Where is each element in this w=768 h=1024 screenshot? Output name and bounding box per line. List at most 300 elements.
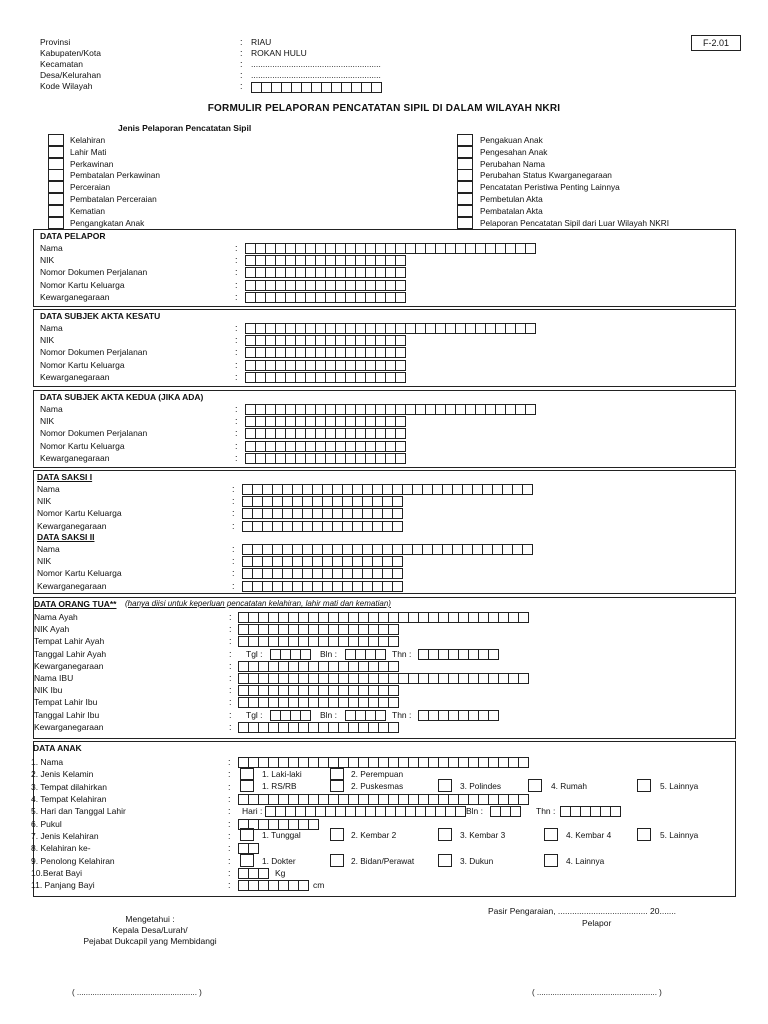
char-box[interactable] [286, 255, 296, 266]
char-box[interactable] [449, 612, 459, 623]
char-box[interactable] [249, 757, 259, 768]
char-box[interactable] [369, 612, 379, 623]
char-box[interactable] [393, 521, 403, 532]
char-box[interactable] [319, 673, 329, 684]
char-box[interactable] [449, 649, 459, 660]
char-box[interactable] [489, 757, 499, 768]
char-box[interactable] [406, 323, 416, 334]
char-box[interactable] [376, 267, 386, 278]
char-box[interactable] [379, 673, 389, 684]
signature-line-right[interactable]: ( ...................................................... ) [532, 988, 662, 997]
char-box[interactable] [256, 323, 266, 334]
char-box[interactable] [313, 496, 323, 507]
char-box[interactable] [503, 544, 513, 555]
char-box[interactable] [286, 441, 296, 452]
char-box[interactable] [369, 673, 379, 684]
char-box[interactable] [526, 243, 536, 254]
char-box[interactable] [393, 508, 403, 519]
char-box[interactable] [416, 323, 426, 334]
char-box[interactable] [256, 441, 266, 452]
char-box[interactable] [309, 673, 319, 684]
char-box[interactable] [313, 581, 323, 592]
char-box[interactable] [526, 323, 536, 334]
char-box[interactable] [383, 484, 393, 495]
checkbox[interactable] [330, 828, 344, 841]
char-box[interactable] [386, 404, 396, 415]
char-box[interactable] [306, 323, 316, 334]
char-box[interactable] [353, 556, 363, 567]
char-box[interactable] [316, 428, 326, 439]
char-box[interactable] [389, 697, 399, 708]
char-box[interactable] [326, 453, 336, 464]
char-box[interactable] [353, 521, 363, 532]
char-box[interactable] [273, 544, 283, 555]
char-box[interactable] [366, 335, 376, 346]
char-box[interactable] [459, 673, 469, 684]
char-box[interactable] [343, 581, 353, 592]
char-box[interactable] [459, 649, 469, 660]
char-box[interactable] [253, 581, 263, 592]
checkbox[interactable] [330, 779, 344, 792]
char-box[interactable] [399, 794, 409, 805]
char-box[interactable] [386, 292, 396, 303]
char-box[interactable] [346, 280, 356, 291]
char-box[interactable] [396, 243, 406, 254]
char-box[interactable] [376, 453, 386, 464]
char-box[interactable] [393, 568, 403, 579]
char-box[interactable] [276, 323, 286, 334]
char-box[interactable] [366, 710, 376, 721]
char-box[interactable] [329, 624, 339, 635]
char-box[interactable] [346, 806, 356, 817]
char-box[interactable] [249, 722, 259, 733]
char-box[interactable] [326, 335, 336, 346]
char-box[interactable] [296, 360, 306, 371]
char-box[interactable] [243, 508, 253, 519]
char-box[interactable] [396, 441, 406, 452]
char-box[interactable] [459, 794, 469, 805]
char-box[interactable] [356, 243, 366, 254]
char-box[interactable] [376, 428, 386, 439]
char-box[interactable] [246, 267, 256, 278]
char-box[interactable] [383, 581, 393, 592]
char-box[interactable] [263, 556, 273, 567]
char-box[interactable] [406, 243, 416, 254]
char-box[interactable] [256, 292, 266, 303]
input-boxes[interactable] [242, 521, 403, 532]
checkbox[interactable] [457, 169, 473, 181]
char-box[interactable] [419, 757, 429, 768]
char-box[interactable] [293, 556, 303, 567]
input-boxes[interactable] [245, 416, 406, 427]
char-box[interactable] [339, 636, 349, 647]
char-box[interactable] [243, 581, 253, 592]
char-box[interactable] [303, 496, 313, 507]
input-boxes[interactable] [245, 323, 536, 334]
char-box[interactable] [266, 372, 276, 383]
char-box[interactable] [509, 612, 519, 623]
char-box[interactable] [313, 556, 323, 567]
char-box[interactable] [369, 661, 379, 672]
char-box[interactable] [323, 544, 333, 555]
char-box[interactable] [369, 757, 379, 768]
char-box[interactable] [259, 819, 269, 830]
char-box[interactable] [316, 243, 326, 254]
char-box[interactable] [259, 685, 269, 696]
char-box[interactable] [276, 347, 286, 358]
char-box[interactable] [581, 806, 591, 817]
char-box[interactable] [379, 661, 389, 672]
char-box[interactable] [356, 428, 366, 439]
char-box[interactable] [269, 722, 279, 733]
char-box[interactable] [346, 416, 356, 427]
char-box[interactable] [266, 335, 276, 346]
char-box[interactable] [276, 243, 286, 254]
char-box[interactable] [356, 267, 366, 278]
char-box[interactable] [343, 508, 353, 519]
date-boxes[interactable] [418, 710, 499, 721]
char-box[interactable] [246, 441, 256, 452]
char-box[interactable] [276, 267, 286, 278]
char-box[interactable] [366, 404, 376, 415]
char-box[interactable] [439, 612, 449, 623]
char-box[interactable] [506, 404, 516, 415]
checkbox[interactable] [457, 217, 473, 229]
char-box[interactable] [346, 360, 356, 371]
char-box[interactable] [243, 496, 253, 507]
char-box[interactable] [499, 757, 509, 768]
char-box[interactable] [353, 568, 363, 579]
char-box[interactable] [333, 581, 343, 592]
char-box[interactable] [383, 544, 393, 555]
char-box[interactable] [276, 806, 286, 817]
char-box[interactable] [289, 697, 299, 708]
char-box[interactable] [246, 243, 256, 254]
char-box[interactable] [366, 267, 376, 278]
char-box[interactable] [301, 649, 311, 660]
input-boxes[interactable] [238, 757, 529, 768]
char-box[interactable] [409, 757, 419, 768]
char-box[interactable] [299, 685, 309, 696]
char-box[interactable] [366, 280, 376, 291]
char-box[interactable] [591, 806, 601, 817]
char-box[interactable] [326, 347, 336, 358]
char-box[interactable] [296, 806, 306, 817]
char-box[interactable] [276, 360, 286, 371]
char-box[interactable] [473, 484, 483, 495]
char-box[interactable] [343, 568, 353, 579]
char-box[interactable] [486, 323, 496, 334]
input-boxes[interactable] [245, 372, 406, 383]
char-box[interactable] [456, 404, 466, 415]
char-box[interactable] [256, 255, 266, 266]
char-box[interactable] [303, 484, 313, 495]
char-box[interactable] [349, 794, 359, 805]
char-box[interactable] [286, 267, 296, 278]
char-box[interactable] [249, 880, 259, 891]
char-box[interactable] [373, 496, 383, 507]
char-box[interactable] [376, 404, 386, 415]
char-box[interactable] [266, 267, 276, 278]
input-boxes[interactable] [245, 292, 406, 303]
char-box[interactable] [396, 347, 406, 358]
char-box[interactable] [486, 404, 496, 415]
char-box[interactable] [383, 508, 393, 519]
char-box[interactable] [309, 819, 319, 830]
char-box[interactable] [316, 335, 326, 346]
char-box[interactable] [519, 757, 529, 768]
char-box[interactable] [283, 544, 293, 555]
char-box[interactable] [511, 806, 521, 817]
kode-wilayah-boxes[interactable] [251, 82, 382, 93]
char-box[interactable] [243, 568, 253, 579]
char-box[interactable] [283, 484, 293, 495]
char-box[interactable] [239, 843, 249, 854]
char-box[interactable] [323, 496, 333, 507]
char-box[interactable] [499, 673, 509, 684]
char-box[interactable] [353, 581, 363, 592]
char-box[interactable] [326, 441, 336, 452]
char-box[interactable] [259, 794, 269, 805]
char-box[interactable] [396, 416, 406, 427]
char-box[interactable] [316, 404, 326, 415]
char-box[interactable] [429, 794, 439, 805]
char-box[interactable] [373, 521, 383, 532]
char-box[interactable] [293, 568, 303, 579]
char-box[interactable] [469, 710, 479, 721]
char-box[interactable] [386, 360, 396, 371]
char-box[interactable] [456, 243, 466, 254]
char-box[interactable] [293, 484, 303, 495]
char-box[interactable] [336, 416, 346, 427]
char-box[interactable] [466, 323, 476, 334]
char-box[interactable] [386, 441, 396, 452]
char-box[interactable] [239, 697, 249, 708]
checkbox[interactable] [240, 854, 254, 867]
char-box[interactable] [252, 82, 262, 93]
char-box[interactable] [489, 612, 499, 623]
char-box[interactable] [439, 673, 449, 684]
char-box[interactable] [339, 612, 349, 623]
char-box[interactable] [266, 347, 276, 358]
char-box[interactable] [273, 568, 283, 579]
char-box[interactable] [406, 404, 416, 415]
char-box[interactable] [491, 806, 501, 817]
checkbox[interactable] [438, 828, 452, 841]
char-box[interactable] [253, 556, 263, 567]
char-box[interactable] [561, 806, 571, 817]
char-box[interactable] [479, 794, 489, 805]
char-box[interactable] [429, 612, 439, 623]
char-box[interactable] [269, 697, 279, 708]
char-box[interactable] [296, 243, 306, 254]
char-box[interactable] [326, 255, 336, 266]
input-boxes[interactable] [265, 806, 466, 817]
char-box[interactable] [409, 794, 419, 805]
char-box[interactable] [326, 416, 336, 427]
char-box[interactable] [246, 404, 256, 415]
char-box[interactable] [279, 819, 289, 830]
char-box[interactable] [246, 360, 256, 371]
char-box[interactable] [299, 722, 309, 733]
char-box[interactable] [393, 556, 403, 567]
char-box[interactable] [399, 757, 409, 768]
char-box[interactable] [389, 673, 399, 684]
char-box[interactable] [326, 292, 336, 303]
char-box[interactable] [443, 484, 453, 495]
char-box[interactable] [376, 347, 386, 358]
char-box[interactable] [363, 496, 373, 507]
char-box[interactable] [349, 612, 359, 623]
char-box[interactable] [479, 673, 489, 684]
char-box[interactable] [269, 685, 279, 696]
char-box[interactable] [386, 323, 396, 334]
char-box[interactable] [413, 484, 423, 495]
char-box[interactable] [239, 624, 249, 635]
char-box[interactable] [263, 496, 273, 507]
checkbox[interactable] [48, 217, 64, 229]
char-box[interactable] [396, 404, 406, 415]
char-box[interactable] [346, 649, 356, 660]
char-box[interactable] [419, 673, 429, 684]
char-box[interactable] [289, 636, 299, 647]
char-box[interactable] [289, 819, 299, 830]
char-box[interactable] [366, 453, 376, 464]
char-box[interactable] [296, 453, 306, 464]
char-box[interactable] [376, 292, 386, 303]
char-box[interactable] [363, 581, 373, 592]
char-box[interactable] [469, 649, 479, 660]
char-box[interactable] [386, 267, 396, 278]
date-boxes[interactable] [490, 806, 521, 817]
char-box[interactable] [279, 757, 289, 768]
char-box[interactable] [246, 453, 256, 464]
char-box[interactable] [256, 404, 266, 415]
char-box[interactable] [386, 453, 396, 464]
char-box[interactable] [316, 441, 326, 452]
char-box[interactable] [316, 416, 326, 427]
char-box[interactable] [376, 372, 386, 383]
char-box[interactable] [489, 710, 499, 721]
char-box[interactable] [373, 484, 383, 495]
char-box[interactable] [339, 794, 349, 805]
input-boxes[interactable] [238, 868, 269, 879]
char-box[interactable] [239, 661, 249, 672]
char-box[interactable] [306, 806, 316, 817]
char-box[interactable] [386, 243, 396, 254]
char-box[interactable] [333, 544, 343, 555]
input-boxes[interactable] [245, 441, 406, 452]
char-box[interactable] [276, 292, 286, 303]
char-box[interactable] [339, 757, 349, 768]
char-box[interactable] [326, 806, 336, 817]
char-box[interactable] [429, 757, 439, 768]
char-box[interactable] [303, 581, 313, 592]
char-box[interactable] [469, 673, 479, 684]
char-box[interactable] [363, 544, 373, 555]
char-box[interactable] [269, 794, 279, 805]
char-box[interactable] [346, 428, 356, 439]
char-box[interactable] [336, 292, 346, 303]
char-box[interactable] [489, 794, 499, 805]
char-box[interactable] [259, 757, 269, 768]
char-box[interactable] [289, 757, 299, 768]
char-box[interactable] [476, 404, 486, 415]
char-box[interactable] [253, 544, 263, 555]
char-box[interactable] [326, 404, 336, 415]
char-box[interactable] [246, 347, 256, 358]
char-box[interactable] [246, 323, 256, 334]
char-box[interactable] [296, 441, 306, 452]
char-box[interactable] [386, 372, 396, 383]
char-box[interactable] [243, 521, 253, 532]
char-box[interactable] [313, 568, 323, 579]
char-box[interactable] [396, 335, 406, 346]
char-box[interactable] [306, 255, 316, 266]
input-boxes[interactable] [245, 453, 406, 464]
char-box[interactable] [443, 544, 453, 555]
char-box[interactable] [266, 441, 276, 452]
char-box[interactable] [336, 347, 346, 358]
char-box[interactable] [519, 794, 529, 805]
char-box[interactable] [336, 267, 346, 278]
char-box[interactable] [279, 624, 289, 635]
char-box[interactable] [249, 673, 259, 684]
char-box[interactable] [256, 347, 266, 358]
checkbox[interactable] [637, 779, 651, 792]
checkbox[interactable] [457, 146, 473, 158]
char-box[interactable] [269, 757, 279, 768]
char-box[interactable] [346, 441, 356, 452]
char-box[interactable] [306, 267, 316, 278]
char-box[interactable] [256, 360, 266, 371]
char-box[interactable] [289, 722, 299, 733]
char-box[interactable] [309, 624, 319, 635]
char-box[interactable] [309, 722, 319, 733]
char-box[interactable] [286, 280, 296, 291]
char-box[interactable] [286, 416, 296, 427]
char-box[interactable] [501, 806, 511, 817]
char-box[interactable] [283, 568, 293, 579]
char-box[interactable] [396, 806, 406, 817]
char-box[interactable] [273, 556, 283, 567]
char-box[interactable] [273, 508, 283, 519]
char-box[interactable] [302, 82, 312, 93]
char-box[interactable] [296, 323, 306, 334]
char-box[interactable] [393, 581, 403, 592]
input-boxes[interactable] [238, 794, 529, 805]
input-boxes[interactable] [245, 243, 536, 254]
char-box[interactable] [336, 806, 346, 817]
char-box[interactable] [309, 757, 319, 768]
char-box[interactable] [322, 82, 332, 93]
input-boxes[interactable] [238, 612, 529, 623]
char-box[interactable] [266, 428, 276, 439]
char-box[interactable] [356, 280, 366, 291]
char-box[interactable] [376, 806, 386, 817]
date-boxes[interactable] [418, 649, 499, 660]
char-box[interactable] [359, 697, 369, 708]
input-boxes[interactable] [238, 843, 259, 854]
char-box[interactable] [276, 416, 286, 427]
char-box[interactable] [259, 697, 269, 708]
char-box[interactable] [416, 806, 426, 817]
char-box[interactable] [503, 484, 513, 495]
char-box[interactable] [276, 428, 286, 439]
char-box[interactable] [526, 404, 536, 415]
char-box[interactable] [433, 484, 443, 495]
char-box[interactable] [426, 323, 436, 334]
